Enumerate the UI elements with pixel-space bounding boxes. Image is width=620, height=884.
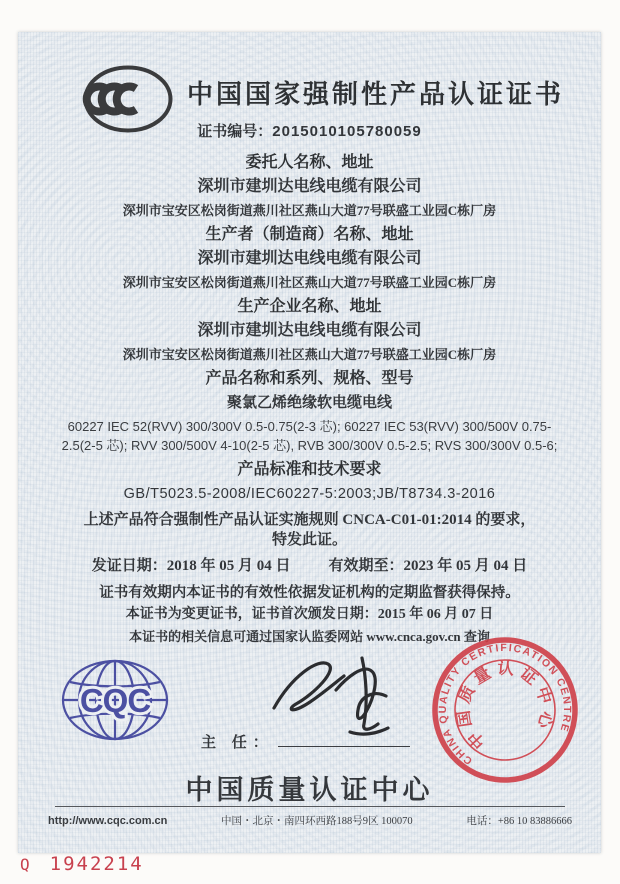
manufacturer-name: 深圳市建圳达电线电缆有限公司 (197, 250, 422, 267)
certificate-number-label: 证书编号： (197, 124, 273, 140)
cqc-logo-text: CQC (79, 682, 151, 719)
supervision-note: 证书有效期内本证书的有效性依据发证机构的定期监督获得保持。 (99, 585, 520, 601)
certificate-number-value: 2015010105780059 (272, 123, 422, 140)
issuing-org-name: 中国质量认证中心 (185, 775, 434, 805)
product-models: 60227 IEC 52(RVV) 300/300V 0.5-0.75(2-3 芯); 60227 IEC 53(RVV) 300/500V 0.75-2.5(2-5 芯); RVV 300/500V 4-10(2-5 芯), RVB 300/300V 0.5-2.5; RVS 300/300V 0.5-6; (61, 419, 558, 453)
standards-value: GB/T5023.5-2008/IEC60227-5:2003;JB/T8734.3-2016 (123, 486, 496, 502)
certificate-title: 中国国家强制性产品认证证书 (186, 80, 564, 109)
footer-row (48, 813, 572, 828)
conformity-statement-line1: 上述产品符合强制性产品认证实施规则 CNCA-C01-01:2014 的要求， (83, 512, 536, 528)
certificate-number (18, 120, 601, 141)
standards-heading: 产品标准和技术要求 (237, 461, 382, 478)
seal-inner-text: 中国质量认证中心 (452, 658, 557, 753)
applicant-name: 深圳市建圳达电线电缆有限公司 (197, 178, 422, 195)
footer-address: 中国・北京・南四环西路188号9区 100070 (221, 816, 413, 827)
official-seal (425, 630, 585, 790)
director-signature (266, 646, 416, 742)
date-row (18, 554, 601, 578)
footer-divider (55, 806, 565, 807)
serial-number: 1942214 (49, 853, 144, 875)
product-heading: 产品名称和系列、规格、型号 (205, 370, 414, 387)
change-note: 本证书为变更证书，证书首次颁发日期：2015 年 06 月 07 日 (125, 607, 494, 622)
seal-outer-text: CHINA QUALITY CERTIFICATION CENTRE (436, 641, 573, 767)
signing-zone (18, 628, 601, 778)
expiry-date: 有效期至：2023 年 05 月 04 日 (328, 558, 528, 574)
director-label: 主 任： (201, 735, 274, 751)
factory-heading: 生产企业名称、地址 (237, 298, 382, 315)
issue-date: 发证日期：2018 年 05 月 04 日 (91, 558, 291, 574)
factory-address: 深圳市宝安区松岗街道燕川社区燕山大道77号联盛工业园C栋厂房 (122, 347, 497, 362)
manufacturer-heading: 生产者（制造商）名称、地址 (205, 226, 414, 243)
factory-name: 深圳市建圳达电线电缆有限公司 (197, 322, 422, 339)
applicant-heading: 委托人名称、地址 (245, 154, 374, 171)
product-name: 聚氯乙烯绝缘软电缆电线 (226, 395, 392, 411)
applicant-address: 深圳市宝安区松岗街道燕川社区燕山大道77号联盛工业园C栋厂房 (122, 203, 497, 218)
serial-prefix: Q (20, 855, 30, 874)
certificate-paper (18, 32, 601, 853)
footer-phone: 电话：+86 10 83886666 (466, 816, 572, 827)
info-note: 本证书的相关信息可通过国家认监委网站 www.cnca.gov.cn 查询 (129, 629, 490, 644)
manufacturer-address: 深圳市宝安区松岗街道燕川社区燕山大道77号联盛工业园C栋厂房 (122, 275, 497, 290)
serial-stamp (20, 853, 144, 875)
footer-website: http://www.cqc.com.cn (48, 815, 168, 827)
conformity-statement-line2: 特发此证。 (271, 532, 347, 548)
cqc-logo-icon (60, 658, 170, 742)
certificate-body (18, 151, 601, 647)
